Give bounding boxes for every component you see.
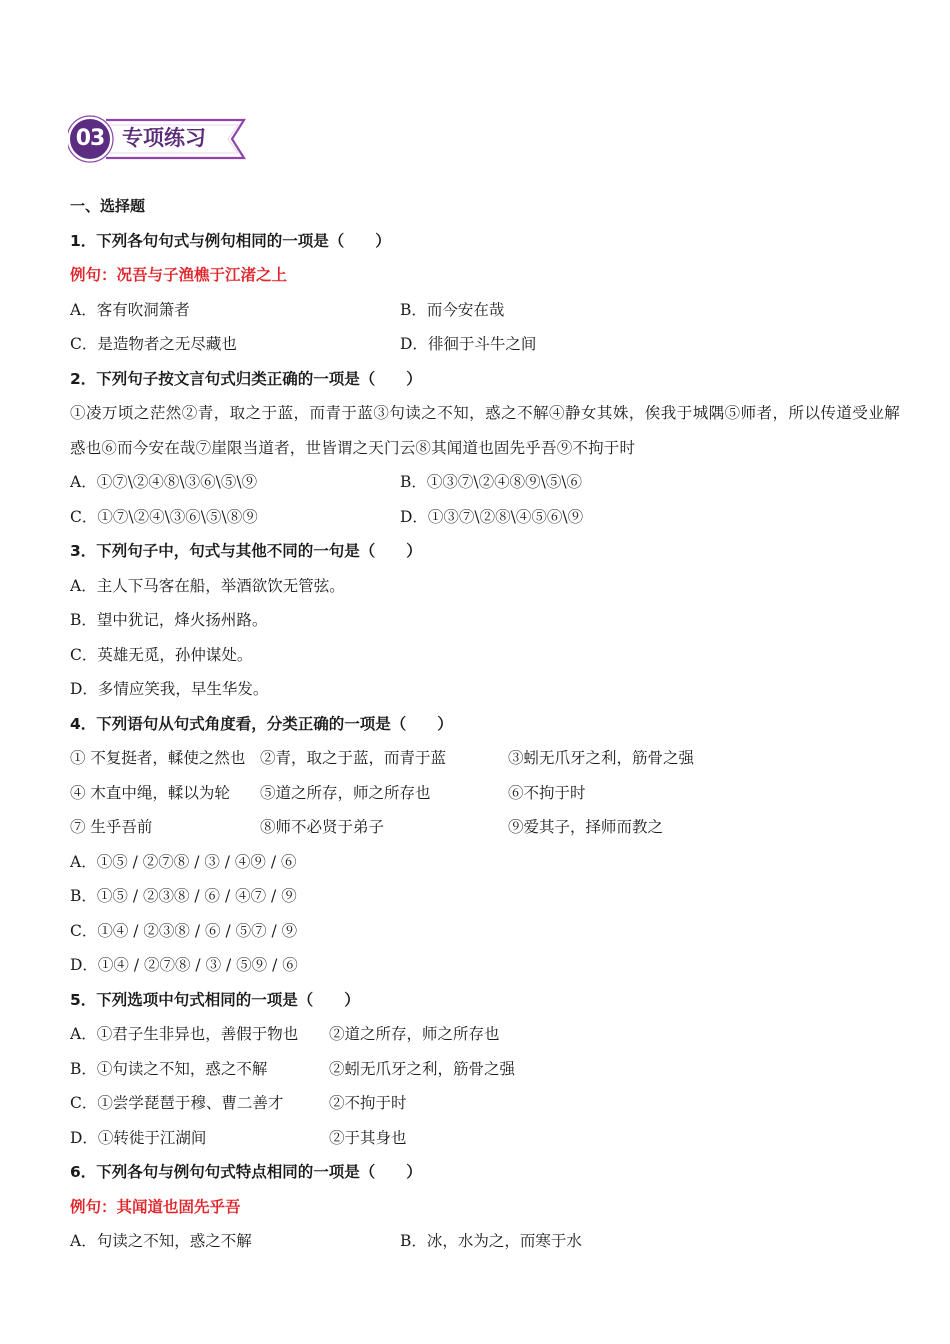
options-row	[70, 293, 900, 328]
sentence-item: ②青，取之于蓝，而青于蓝	[260, 749, 447, 767]
option-b[interactable]: B．①⑤ / ②③⑧ / ⑥ / ④⑦ / ⑨	[70, 887, 297, 905]
sentence-items-row	[70, 810, 900, 845]
sentence-item: ⑤道之所存，师之所存也	[260, 783, 431, 802]
option-c[interactable]	[70, 1086, 900, 1121]
option-d[interactable]	[70, 1121, 900, 1156]
question-1	[70, 224, 900, 362]
option-b[interactable]: B．望中犹记，烽火扬州路。	[70, 611, 268, 629]
example-sentence: 例句：其闻道也固先乎吾	[70, 1197, 241, 1216]
option-part-2: ②不拘于时	[329, 1094, 407, 1112]
sentence-item: ③蚓无爪牙之利，筋骨之强	[508, 749, 695, 767]
sentence-item: ⑦ 生乎吾前	[70, 818, 153, 836]
sentence-items-row	[70, 776, 900, 811]
option-a[interactable]: A．①⑦\②④⑧\③⑥\⑤\⑨	[70, 473, 258, 491]
option-c[interactable]: C．英雄无觅，孙仲谋处。	[70, 645, 253, 664]
question-2	[70, 362, 900, 535]
question-stem: 5．下列选项中句式相同的一项是（ ）	[70, 990, 360, 1009]
option-a[interactable]: A．主人下马客在船，举酒欲饮无管弦。	[70, 576, 345, 595]
question-passage: ①凌万顷之茫然②青，取之于蓝，而青于蓝③句读之不知，惑之不解④静女其姝，俟我于城隅⑤师者，所以传道受业解惑也⑥而今安在哉⑦崖限当道者，世皆谓之天门云⑧其闻道也固先乎吾⑨不拘于时	[70, 404, 900, 457]
section-title: 专项练习	[122, 126, 206, 150]
section-number: 03	[75, 126, 105, 151]
option-part-2: ②蚓无爪牙之利，筋骨之强	[329, 1059, 516, 1078]
option-b[interactable]: B．而今安在哉	[400, 300, 505, 319]
sentence-items-row	[70, 741, 900, 776]
sentence-item: ④ 木直中绳，輮以为轮	[70, 783, 230, 802]
sentence-item: ⑨爱其子，择师而教之	[508, 818, 664, 836]
option-a[interactable]: A．①⑤ / ②⑦⑧ / ③ / ④⑨ / ⑥	[70, 852, 297, 871]
part-heading: 一、选择题	[70, 197, 146, 215]
option-part-1: A．①君子生非异也，善假于物也	[70, 1025, 299, 1043]
question-3	[70, 534, 900, 707]
option-b[interactable]	[70, 1052, 900, 1087]
question-stem: 6．下列各句与例句句式特点相同的一项是（ ）	[70, 1163, 422, 1181]
option-part-2: ②于其身也	[329, 1128, 407, 1147]
option-a[interactable]	[70, 1017, 900, 1052]
option-c[interactable]: C．①⑦\②④\③⑥\⑤\⑧⑨	[70, 507, 258, 526]
option-d[interactable]: D．①③⑦\②⑧\④⑤⑥\⑨	[400, 507, 584, 526]
option-d[interactable]: D．①④ / ②⑦⑧ / ③ / ⑤⑨ / ⑥	[70, 956, 298, 974]
question-stem: 1．下列各句句式与例句相同的一项是（ ）	[70, 231, 391, 250]
options-row	[70, 327, 900, 362]
options-row	[70, 465, 900, 500]
sentence-item: ⑥不拘于时	[508, 783, 586, 802]
option-b[interactable]: B．冰，水为之，而寒于水	[400, 1232, 582, 1250]
sentence-item: ⑧师不必贤于弟子	[260, 818, 385, 836]
option-part-1: C．①尝学琵琶于穆、曹二善才	[70, 1094, 284, 1112]
option-c[interactable]: C．是造物者之无尽藏也	[70, 335, 237, 353]
question-6	[70, 1155, 900, 1259]
option-d[interactable]: D．徘徊于斗牛之间	[400, 335, 537, 353]
question-5	[70, 983, 900, 1156]
question-stem: 3．下列句子中，句式与其他不同的一句是（ ）	[70, 542, 422, 560]
options-row	[70, 500, 900, 535]
option-part-1: D．①转徙于江湖间	[70, 1128, 207, 1147]
question-stem: 4．下列语句从句式角度看，分类正确的一项是（ ）	[70, 714, 453, 733]
question-stem: 2．下列句子按文言句式归类正确的一项是（ ）	[70, 369, 422, 388]
exercise-content	[70, 189, 900, 1259]
option-a[interactable]: A．客有吹洞箫者	[70, 300, 190, 319]
question-4	[70, 707, 900, 983]
option-b[interactable]: B．①③⑦\②④⑧⑨\⑤\⑥	[400, 473, 583, 491]
option-d[interactable]: D．多情应笑我，早生华发。	[70, 680, 269, 698]
option-a[interactable]: A．句读之不知，惑之不解	[70, 1232, 252, 1250]
options-row	[70, 1224, 900, 1259]
sentence-item: ① 不复挺者，輮使之然也	[70, 749, 246, 767]
example-sentence: 例句：况吾与子渔樵于江渚之上	[70, 266, 288, 284]
option-c[interactable]: C．①④ / ②③⑧ / ⑥ / ⑤⑦ / ⑨	[70, 921, 298, 940]
section-header-badge	[68, 112, 254, 166]
option-part-2: ②道之所存，师之所存也	[329, 1025, 500, 1043]
option-part-1: B．①句读之不知，惑之不解	[70, 1059, 268, 1078]
